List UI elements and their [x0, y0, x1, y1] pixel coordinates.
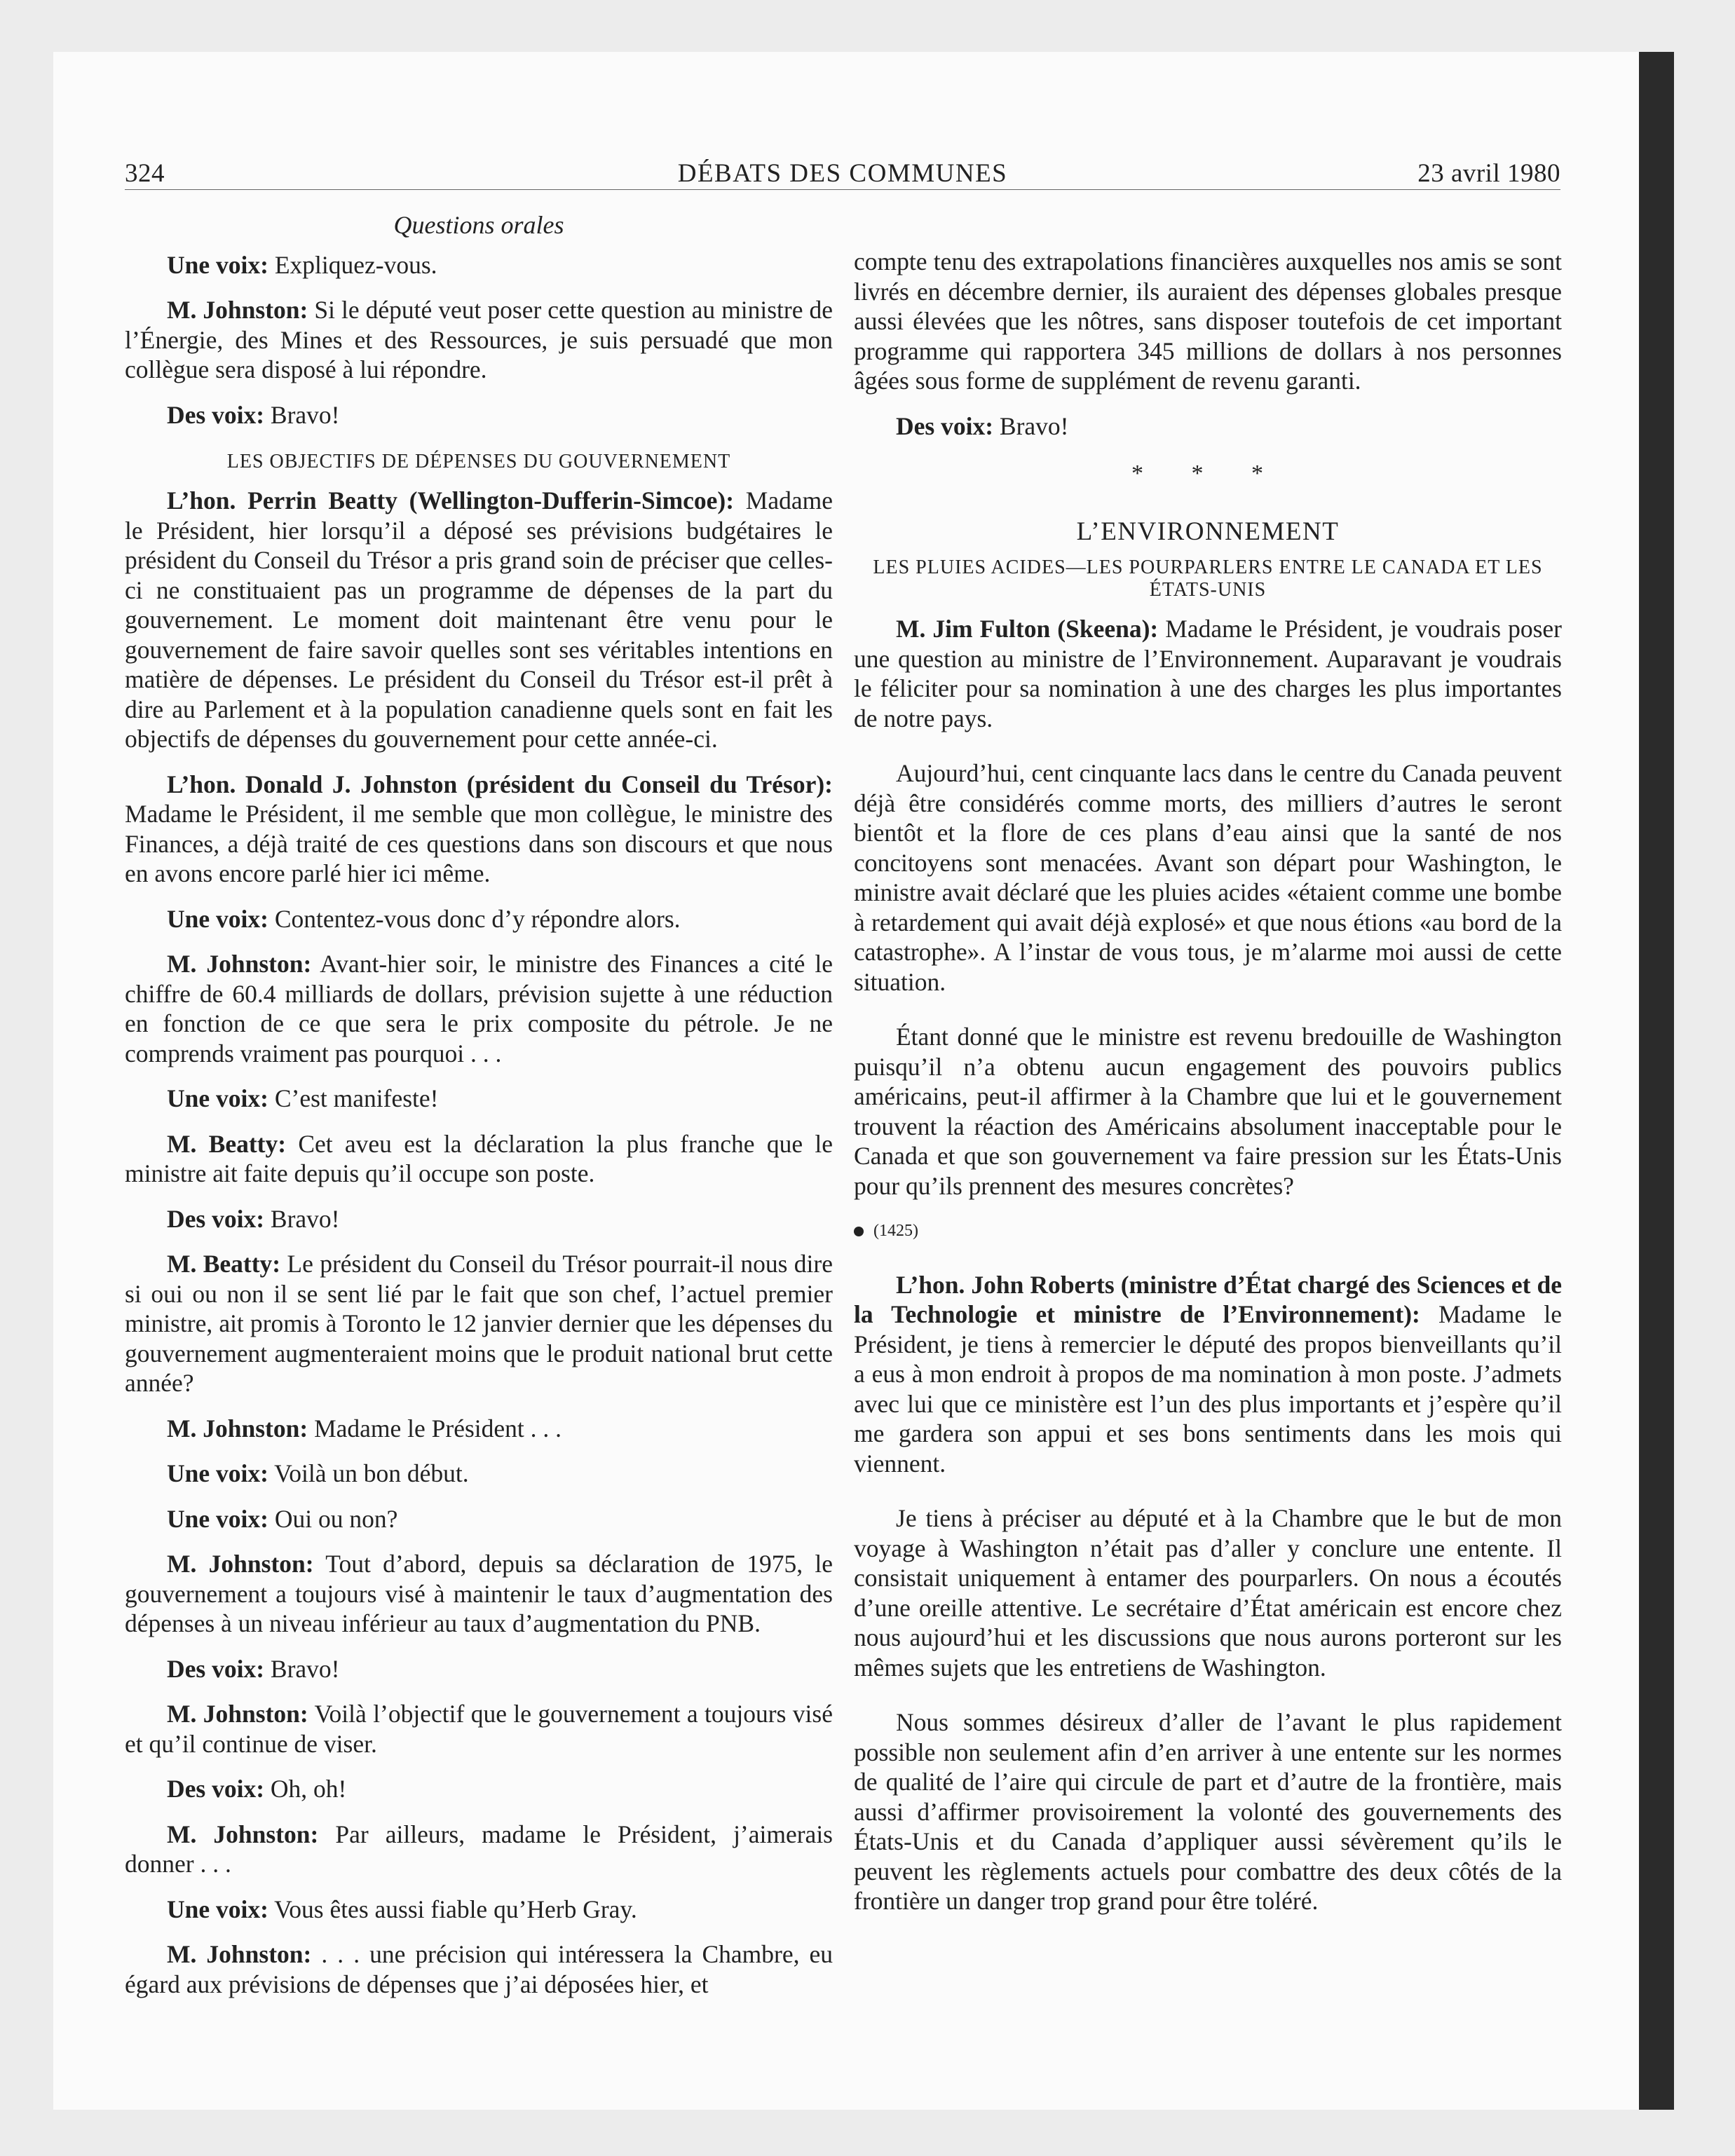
paragraph [125, 400, 833, 430]
speech: Madame le Président, je tiens à remercier le député des propos bienveillants qu’il a eus à mon endroit à propos de ma nomination à mon poste. J’admets avec lui que ce ministère est l’un des plus importants et j’espère qu’il me gardera son appui et ses bons sentiments dans les mois qui viennent. [854, 1300, 1562, 1478]
speaker: Des voix: [167, 1204, 265, 1233]
paragraph [125, 1129, 833, 1189]
speech: Madame le Président, hier lorsqu’il a déposé ses prévisions budgétaires le président du Conseil du Trésor a pris grand soin de préciser que celles-ci ne constituaient pas un programme de dépenses de la part du gouvernement. Le moment doit maintenant être venu pour le gouvernement de faire savoir quelles sont ses véritables intentions en matière de dépenses. Le président du Conseil du Trésor est-il prêt à dire au Parlement et à la population canadienne quels sont en fait les objectifs de dépenses du gouvernement pour cette année-ci. [125, 486, 833, 753]
speech: Avant-hier soir, le ministre des Finances a cité le chiffre de 60.4 milliards de dollars, prévision sujette à une réduction en fonction de ce que sera le prix composite du pétrole. Je ne comprends vraiment pas pourquoi . . . [125, 950, 833, 1067]
paragraph [125, 1084, 833, 1114]
paragraph [125, 250, 833, 280]
speaker: M. Johnston: [167, 1700, 308, 1728]
paragraph [854, 1270, 1562, 1479]
paragraph [854, 411, 1562, 442]
speech: Tout d’abord, depuis sa déclaration de 1975, le gouvernement a toujours visé à maintenir le taux d’augmentation des dépenses à un niveau inférieur au taux d’augmentation du PNB. [125, 1550, 833, 1637]
scan-edge-bar [1639, 52, 1674, 2110]
paragraph [125, 949, 833, 1068]
speaker: Une voix: [167, 904, 268, 933]
paragraph [125, 486, 833, 754]
paragraph [125, 1504, 833, 1534]
speech: Bravo! [264, 1654, 340, 1683]
publication-date: 23 avril 1980 [1417, 159, 1560, 188]
speaker: M. Johnston: [167, 1550, 314, 1578]
speech: Vous êtes aussi fiable qu’Herb Gray. [268, 1895, 637, 1923]
page-number: 324 [125, 159, 165, 188]
speech: Expliquez-vous. [268, 250, 437, 279]
paragraph [125, 904, 833, 934]
speech: Oh, oh! [264, 1775, 347, 1803]
speaker: Des voix: [167, 400, 265, 429]
bullet-dot-icon [854, 1227, 864, 1236]
paragraph [854, 1022, 1562, 1201]
speaker: Des voix: [167, 1775, 265, 1803]
speech: Voilà l’objectif que le gouvernement a toujours visé et qu’il continue de viser. [125, 1700, 833, 1758]
speech: Je tiens à préciser au député et à la Chambre que le but de mon voyage à Washington n’était pas d’aller y conclure une entente. Il consistait uniquement à entamer des pourparlers. On nous a écoutés d’une oreille attentive. Le secrétaire d’État américain est encore chez nous aujourd’hui et les discussions que nous aurons porteront sur les mêmes sujets que les entretiens de Washington. [854, 1504, 1562, 1681]
speech: Bravo! [264, 400, 340, 429]
speaker: M. Beatty: [167, 1129, 287, 1158]
right-column [854, 247, 1562, 1932]
paragraph [854, 758, 1562, 997]
paragraph [125, 1414, 833, 1444]
speech: Madame le Président, je voudrais poser une question au ministre de l’Environnement. Auparavant je voudrais le féliciter pour sa nomination à une des charges les plus importantes de notre pays. [854, 615, 1562, 732]
paragraph [125, 770, 833, 889]
speaker: M. Johnston: [167, 296, 308, 324]
paragraph [854, 247, 1562, 396]
time-marker [854, 1216, 1562, 1246]
paragraph [125, 1699, 833, 1759]
paragraph [854, 1707, 1562, 1916]
paragraph [125, 1249, 833, 1398]
speech: Oui ou non? [268, 1504, 398, 1533]
paragraph [854, 614, 1562, 733]
speaker: L’hon. Donald J. Johnston (président du Conseil du Trésor): [167, 770, 833, 798]
paragraph [125, 1459, 833, 1489]
paragraph [125, 295, 833, 385]
speaker: Des voix: [896, 411, 994, 440]
left-column [125, 210, 833, 2014]
speech: Étant donné que le ministre est revenu bredouille de Washington puisqu’il n’a obtenu aucun engagement des pouvoirs publics américains, peut-il affirmer à la Chambre que lui et le gouvernement trouvent la réaction des Américains absolument inacceptable pour le Canada et que son gouvernement va faire pression sur les États-Unis pour qu’ils prennent des mesures concrètes? [854, 1023, 1562, 1200]
speaker: L’hon. Perrin Beatty (Wellington-Dufferin-Simcoe): [167, 486, 735, 514]
paragraph [854, 1503, 1562, 1682]
speech: Le président du Conseil du Trésor pourrait-il nous dire si oui ou non il se sent lié par le fait que son chef, l’actuel premier ministre, ait promis à Toronto le 12 janvier dernier que les dépenses du gouvernement augmenteraient moins que le produit national brut cette année? [125, 1250, 833, 1397]
time-label: (1425) [873, 1222, 918, 1240]
speech: compte tenu des extrapolations financières auxquelles nos amis se sont livrés en décembre dernier, ils auraient des dépenses globales presque aussi élevées que les nôtres, sans disposer toutefois de cet important programme qui rapportera 345 millions de dollars à nos personnes âgées sous forme de supplément de revenu garanti. [854, 247, 1562, 395]
paragraph [125, 1939, 833, 1999]
speech: Voilà un bon début. [268, 1459, 469, 1487]
speaker: Des voix: [167, 1654, 265, 1683]
subheading: LES OBJECTIFS DE DÉPENSES DU GOUVERNEMENT [226, 451, 731, 472]
speech: Aujourd’hui, cent cinquante lacs dans le centre du Canada peuvent déjà être considérés comme morts, des milliers d’autres le seront bientôt et la flore de ces plans d’eau ainsi que la santé de nos concitoyens sont menacées. Avant son départ pour Washington, le ministre avait déclaré que les pluies acides «étaient comme une bombe à retardement qui avait déjà explosé» et que nous étions «au bord de la catastrophe». A l’instar de vous tous, je m’alarme moi aussi de cette situation. [854, 759, 1562, 996]
publication-title: DÉBATS DES COMMUNES [677, 159, 1008, 188]
speaker: Une voix: [167, 1084, 268, 1112]
paragraph [125, 1820, 833, 1879]
speaker: M. Johnston: [167, 1820, 319, 1848]
speech: Madame le Président, il me semble que mon collègue, le ministre des Finances, a déjà traité de ces questions dans son discours et que nous en avons encore parlé hier ici même. [125, 800, 833, 887]
speaker: M. Johnston: [167, 1940, 312, 1968]
speaker: M. Johnston: [167, 1414, 308, 1442]
subheading: LES PLUIES ACIDES—LES POURPARLERS ENTRE LE CANADA ET LES ÉTATS-UNIS [873, 557, 1543, 601]
speech: C’est manifeste! [268, 1084, 439, 1112]
paragraph [125, 1774, 833, 1804]
speaker: Une voix: [167, 1504, 268, 1533]
speech: Si le député veut poser cette question au ministre de l’Énergie, des Mines et des Ressources, je suis persuadé que mon collègue sera disposé à lui répondre. [125, 296, 833, 383]
speaker: M. Beatty: [167, 1250, 281, 1278]
paragraph [125, 1654, 833, 1684]
speaker: Une voix: [167, 1895, 268, 1923]
speech: Bravo! [264, 1204, 340, 1233]
speech: Madame le Président . . . [308, 1414, 562, 1442]
speaker: Une voix: [167, 1459, 268, 1487]
speech: Contentez-vous donc d’y répondre alors. [268, 904, 681, 933]
section-heading: L’ENVIRONNEMENT [1076, 517, 1340, 546]
speaker: L’hon. John Roberts (ministre d’État chargé des Sciences et de la Technologie et ministre de l’Environnement): [854, 1270, 1562, 1328]
speech: Nous sommes désireux d’aller de l’avant le plus rapidement possible non seulement afin d’en arriver à une entente sur les normes de qualité de l’aire qui circule de part et d’autre de la frontière, mais aussi d’affirmer provisoirement la volonté des gouvernements des États-Unis et du Canada d’appliquer aussi sévèrement qu’ils le peuvent les règlements actuels pour combattre des deux côtés de la frontière un danger trop grand pour être toléré. [854, 1708, 1562, 1915]
paragraph [125, 1549, 833, 1639]
speaker: Une voix: [167, 250, 268, 279]
speaker: M. Johnston: [167, 950, 312, 978]
speech: Par ailleurs, madame le Président, j’aimerais donner . . . [125, 1820, 833, 1878]
speech: Cet aveu est la déclaration la plus franche que le ministre ait faite depuis qu’il occupe son poste. [125, 1129, 833, 1187]
speech: Bravo! [993, 411, 1069, 440]
speech: . . . une précision qui intéressera la Chambre, eu égard aux prévisions de dépenses que j’ai déposées hier, et [125, 1940, 833, 1998]
paragraph [125, 1895, 833, 1925]
section-title: Questions orales [393, 211, 564, 239]
speaker: M. Jim Fulton (Skeena): [896, 615, 1159, 643]
section-separator: * * * [1131, 460, 1284, 486]
page-header [125, 154, 1560, 190]
paragraph [125, 1204, 833, 1234]
